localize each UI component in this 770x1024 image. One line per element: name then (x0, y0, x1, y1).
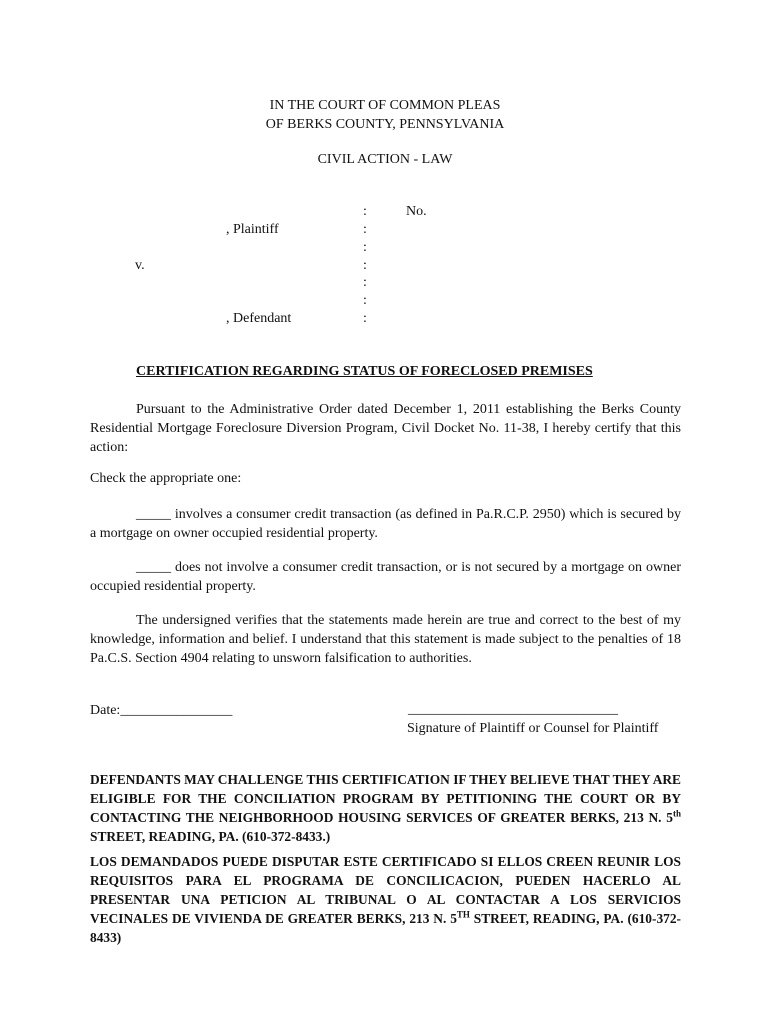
caption-colon: : (363, 293, 367, 308)
docket-number-label: No. (406, 204, 427, 219)
court-name-line2: OF BERKS COUNTY, PENNSYLVANIA (265, 117, 505, 132)
defendant-label: , Defendant (226, 311, 292, 326)
caption-colon: : (363, 240, 367, 255)
english-notice: DEFENDANTS MAY CHALLENGE THIS CERTIFICATION IF THEY BELIEVE THAT THEY ARE ELIGIBLE FOR THE CONCILIATION PROGRAM BY PETITIONING THE COURT OR BY CONTACTING THE NEIGHBORHOOD HOUSING SERVICES OF GREATER BERKS, 213 N. 5th STREET, READING, PA. (610-372-8433.) (90, 772, 681, 844)
versus-label: v. (135, 258, 145, 273)
date-field: Date:________________ (90, 703, 233, 718)
court-name-line1: IN THE COURT OF COMMON PLEAS (269, 98, 501, 113)
caption-colon: : (363, 222, 367, 237)
option-not-consumer-credit: _____ does not involve a consumer credit transaction, or is not secured by a mortgage on owner occupied residential property. (90, 560, 681, 594)
pursuant-paragraph: Pursuant to the Administrative Order dated December 1, 2011 establishing the Berks County Residential Mortgage Foreclosure Diversion Program, Civil Docket No. 11-38, I hereby certify that this action: (90, 402, 681, 455)
caption-colon: : (363, 204, 367, 219)
caption-colon: : (363, 311, 367, 326)
spanish-notice: LOS DEMANDADOS PUEDE DISPUTAR ESTE CERTIFICADO SI ELLOS CREEN REUNIR LOS REQUISITOS PARA EL PROGRAMA DE CONCILICACION, PUEDEN HACERLO AL PRESENTAR UNA PETICION AL TRIBUNAL O AL CONTACTAR A LOS SERVICIOS VECINALES DE VIVIENDA DE GREATER BERKS, 213 N. 5TH STREET, READING, PA. (610-372-8433) (90, 854, 681, 945)
signature-line: ______________________________ (408, 702, 618, 717)
verification-paragraph: The undersigned verifies that the statements made herein are true and correct to the best of my knowledge, information and belief. I understand that this statement is made subject to the penalties of 18 Pa.C.S. Section 4904 relating to unsworn falsification to authorities. (90, 613, 681, 666)
caption-colon: : (363, 275, 367, 290)
check-instruction: Check the appropriate one: (90, 471, 242, 486)
signature-label: Signature of Plaintiff or Counsel for Plaintiff (407, 721, 659, 736)
caption-colon: : (363, 258, 367, 273)
action-type: CIVIL ACTION - LAW (317, 152, 453, 167)
document-title: CERTIFICATION REGARDING STATUS OF FORECLOSED PREMISES (136, 364, 593, 379)
plaintiff-label: , Plaintiff (226, 222, 279, 237)
option-consumer-credit: _____ involves a consumer credit transaction (as defined in Pa.R.C.P. 2950) which is secured by a mortgage on owner occupied residential property. (90, 507, 681, 541)
